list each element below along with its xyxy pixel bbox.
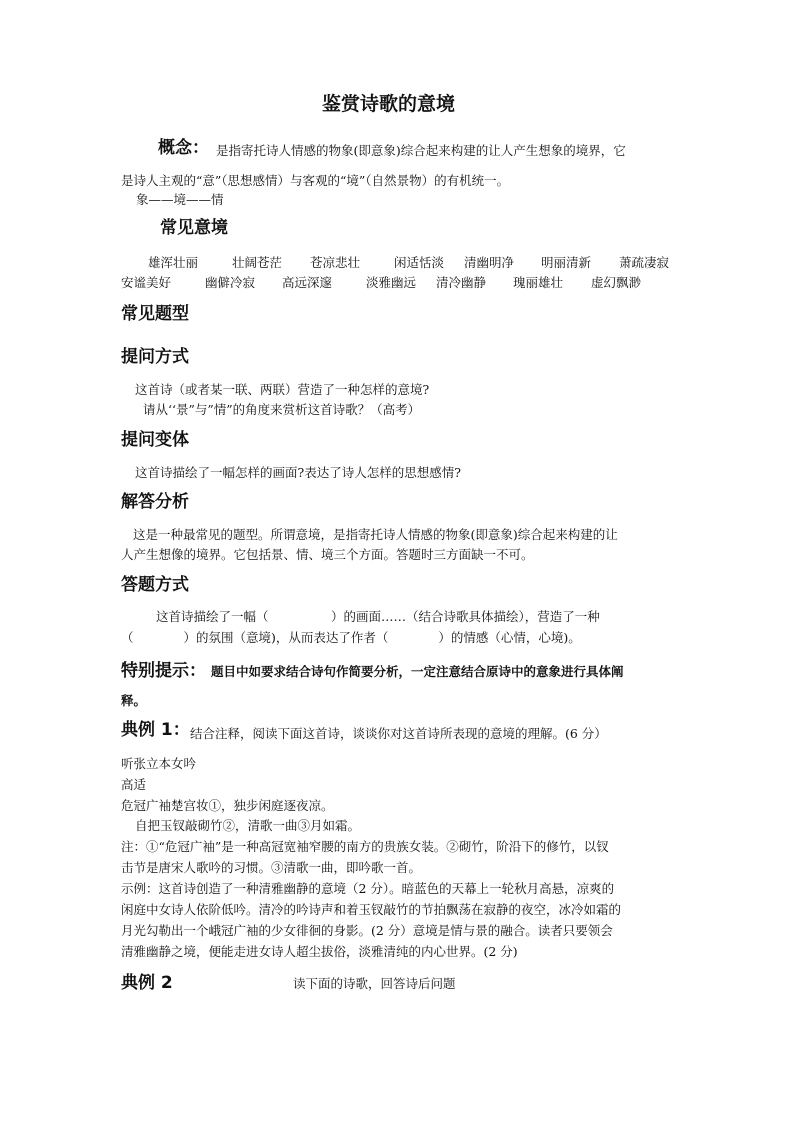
example1-answer-3: 月光勾勒出一个峨冠广袖的少女徘徊的身影。(2 分）意境是情与景的融合。读者只要领会 xyxy=(121,923,613,938)
poem-notes-1: 注：①“危冠广袖”是一种高冠宽袖窄腰的南方的贵族女装。②砌竹，阶沿下的修竹，以钗 xyxy=(121,839,609,854)
imagery-row-1 xyxy=(0,253,794,271)
special-tip-label: 特别提示： xyxy=(121,661,206,681)
imagery-item: 幽僻冷寂 xyxy=(205,275,256,290)
imagery-item: 明丽清新 xyxy=(541,255,592,270)
imagery-item: 瑰丽雄壮 xyxy=(513,275,564,290)
imagery-item: 清幽明净 xyxy=(464,255,515,270)
example1-answer-2: 闲庭中女诗人依阶低吟。清冷的吟诗声和着玉钗敲竹的节拍飘荡在寂静的夜空，冰冷如霜的 xyxy=(121,902,622,917)
imagery-item: 淡雅幽远 xyxy=(366,275,417,290)
question-variants-line-1: 这首诗描绘了一幅怎样的画面?表达了诗人怎样的思想感情? xyxy=(135,465,461,480)
question-types-heading: 常见题型 xyxy=(121,304,189,324)
page-title: 鉴赏诗歌的意境 xyxy=(322,93,456,115)
special-tip-line-1: 题目中如要求结合诗句作简要分析，一定注意结合原诗中的意象进行具体阐 xyxy=(211,664,624,679)
analysis-line-1: 这是一种最常见的题型。所谓意境，是指寄托诗人情感的物象(即意象)综合起来构建的让 xyxy=(133,527,618,542)
answer-method-line-1: 这首诗描绘了一幅（ ）的画面……（结合诗歌具体描绘），营造了一种 xyxy=(156,609,600,624)
special-tip-line-2: 释。 xyxy=(121,693,147,708)
example1-heading: 典例 1： xyxy=(121,720,190,740)
answer-method-heading: 答题方式 xyxy=(121,575,189,595)
imagery-item: 壮阔苍茫 xyxy=(232,255,283,270)
question-methods-line-1: 这首诗（或者某一联、两联）营造了一种怎样的意境? xyxy=(135,382,430,397)
poem-author: 高适 xyxy=(121,777,147,792)
imagery-item: 雄浑壮丽 xyxy=(148,255,199,270)
question-methods-heading: 提问方式 xyxy=(121,347,189,367)
concept-formula: 象——境——情 xyxy=(136,192,224,207)
imagery-item: 闲适恬淡 xyxy=(394,255,445,270)
example1-answer-4: 清雅幽静之境，便能走进女诗人超尘拔俗，淡雅清纯的内心世界。(2 分) xyxy=(121,944,518,959)
question-methods-line-2: 请从‘‘景”与”情”的角度来赏析这首诗歌？（高考） xyxy=(143,402,421,417)
example2-heading: 典例 2 xyxy=(121,973,173,993)
example1-prompt: 结合注释，阅读下面这首诗，谈谈你对这首诗所表现的意境的理解。(6 分） xyxy=(190,726,607,741)
poem-verse-1: 危冠广袖楚宫妆①，独步闲庭逐夜凉。 xyxy=(121,798,334,813)
question-variants-heading: 提问变体 xyxy=(121,430,189,450)
imagery-item: 安谧美好 xyxy=(121,275,172,290)
concept-line-1: 是指寄托诗人情感的物象(即意象)综合起来构建的让人产生想象的境界，它 xyxy=(216,143,626,158)
imagery-item: 高远深邃 xyxy=(282,275,333,290)
concept-label: 概念： xyxy=(158,138,209,158)
imagery-row-2 xyxy=(0,273,794,291)
analysis-heading: 解答分析 xyxy=(121,492,189,512)
imagery-item: 清冷幽静 xyxy=(436,275,487,290)
example1-answer-1: 示例：这首诗创造了一种清雅幽静的意境（2 分）。暗蓝色的天幕上一轮秋月高悬，凉爽的 xyxy=(121,881,615,896)
imagery-item: 虚幻飘渺 xyxy=(591,275,642,290)
poem-title: 听张立本女吟 xyxy=(121,756,197,771)
common-imagery-heading: 常见意境 xyxy=(160,218,228,238)
poem-verse-2: 自把玉钗敲砌竹②，清歌一曲③月如霜。 xyxy=(135,818,361,833)
imagery-item: 萧疏凄寂 xyxy=(619,255,670,270)
analysis-line-2: 人产生想像的境界。它包括景、情、境三个方面。答题时三方面缺一不可。 xyxy=(121,547,534,562)
example2-prompt: 读下面的诗歌，回答诗后问题 xyxy=(293,976,456,991)
concept-line-2: 是诗人主观的“意”（思想感情）与客观的“境”（自然景物）的有机统一。 xyxy=(121,173,510,188)
poem-notes-2: 击节是唐宋人歌吟的习惯。③清歌一曲，即吟歌一首。 xyxy=(121,860,422,875)
imagery-item: 苍凉悲壮 xyxy=(310,255,361,270)
answer-method-line-2: （ ）的氛围（意境)，从而表达了作者（ ）的情感（心情，心境)。 xyxy=(121,630,581,645)
